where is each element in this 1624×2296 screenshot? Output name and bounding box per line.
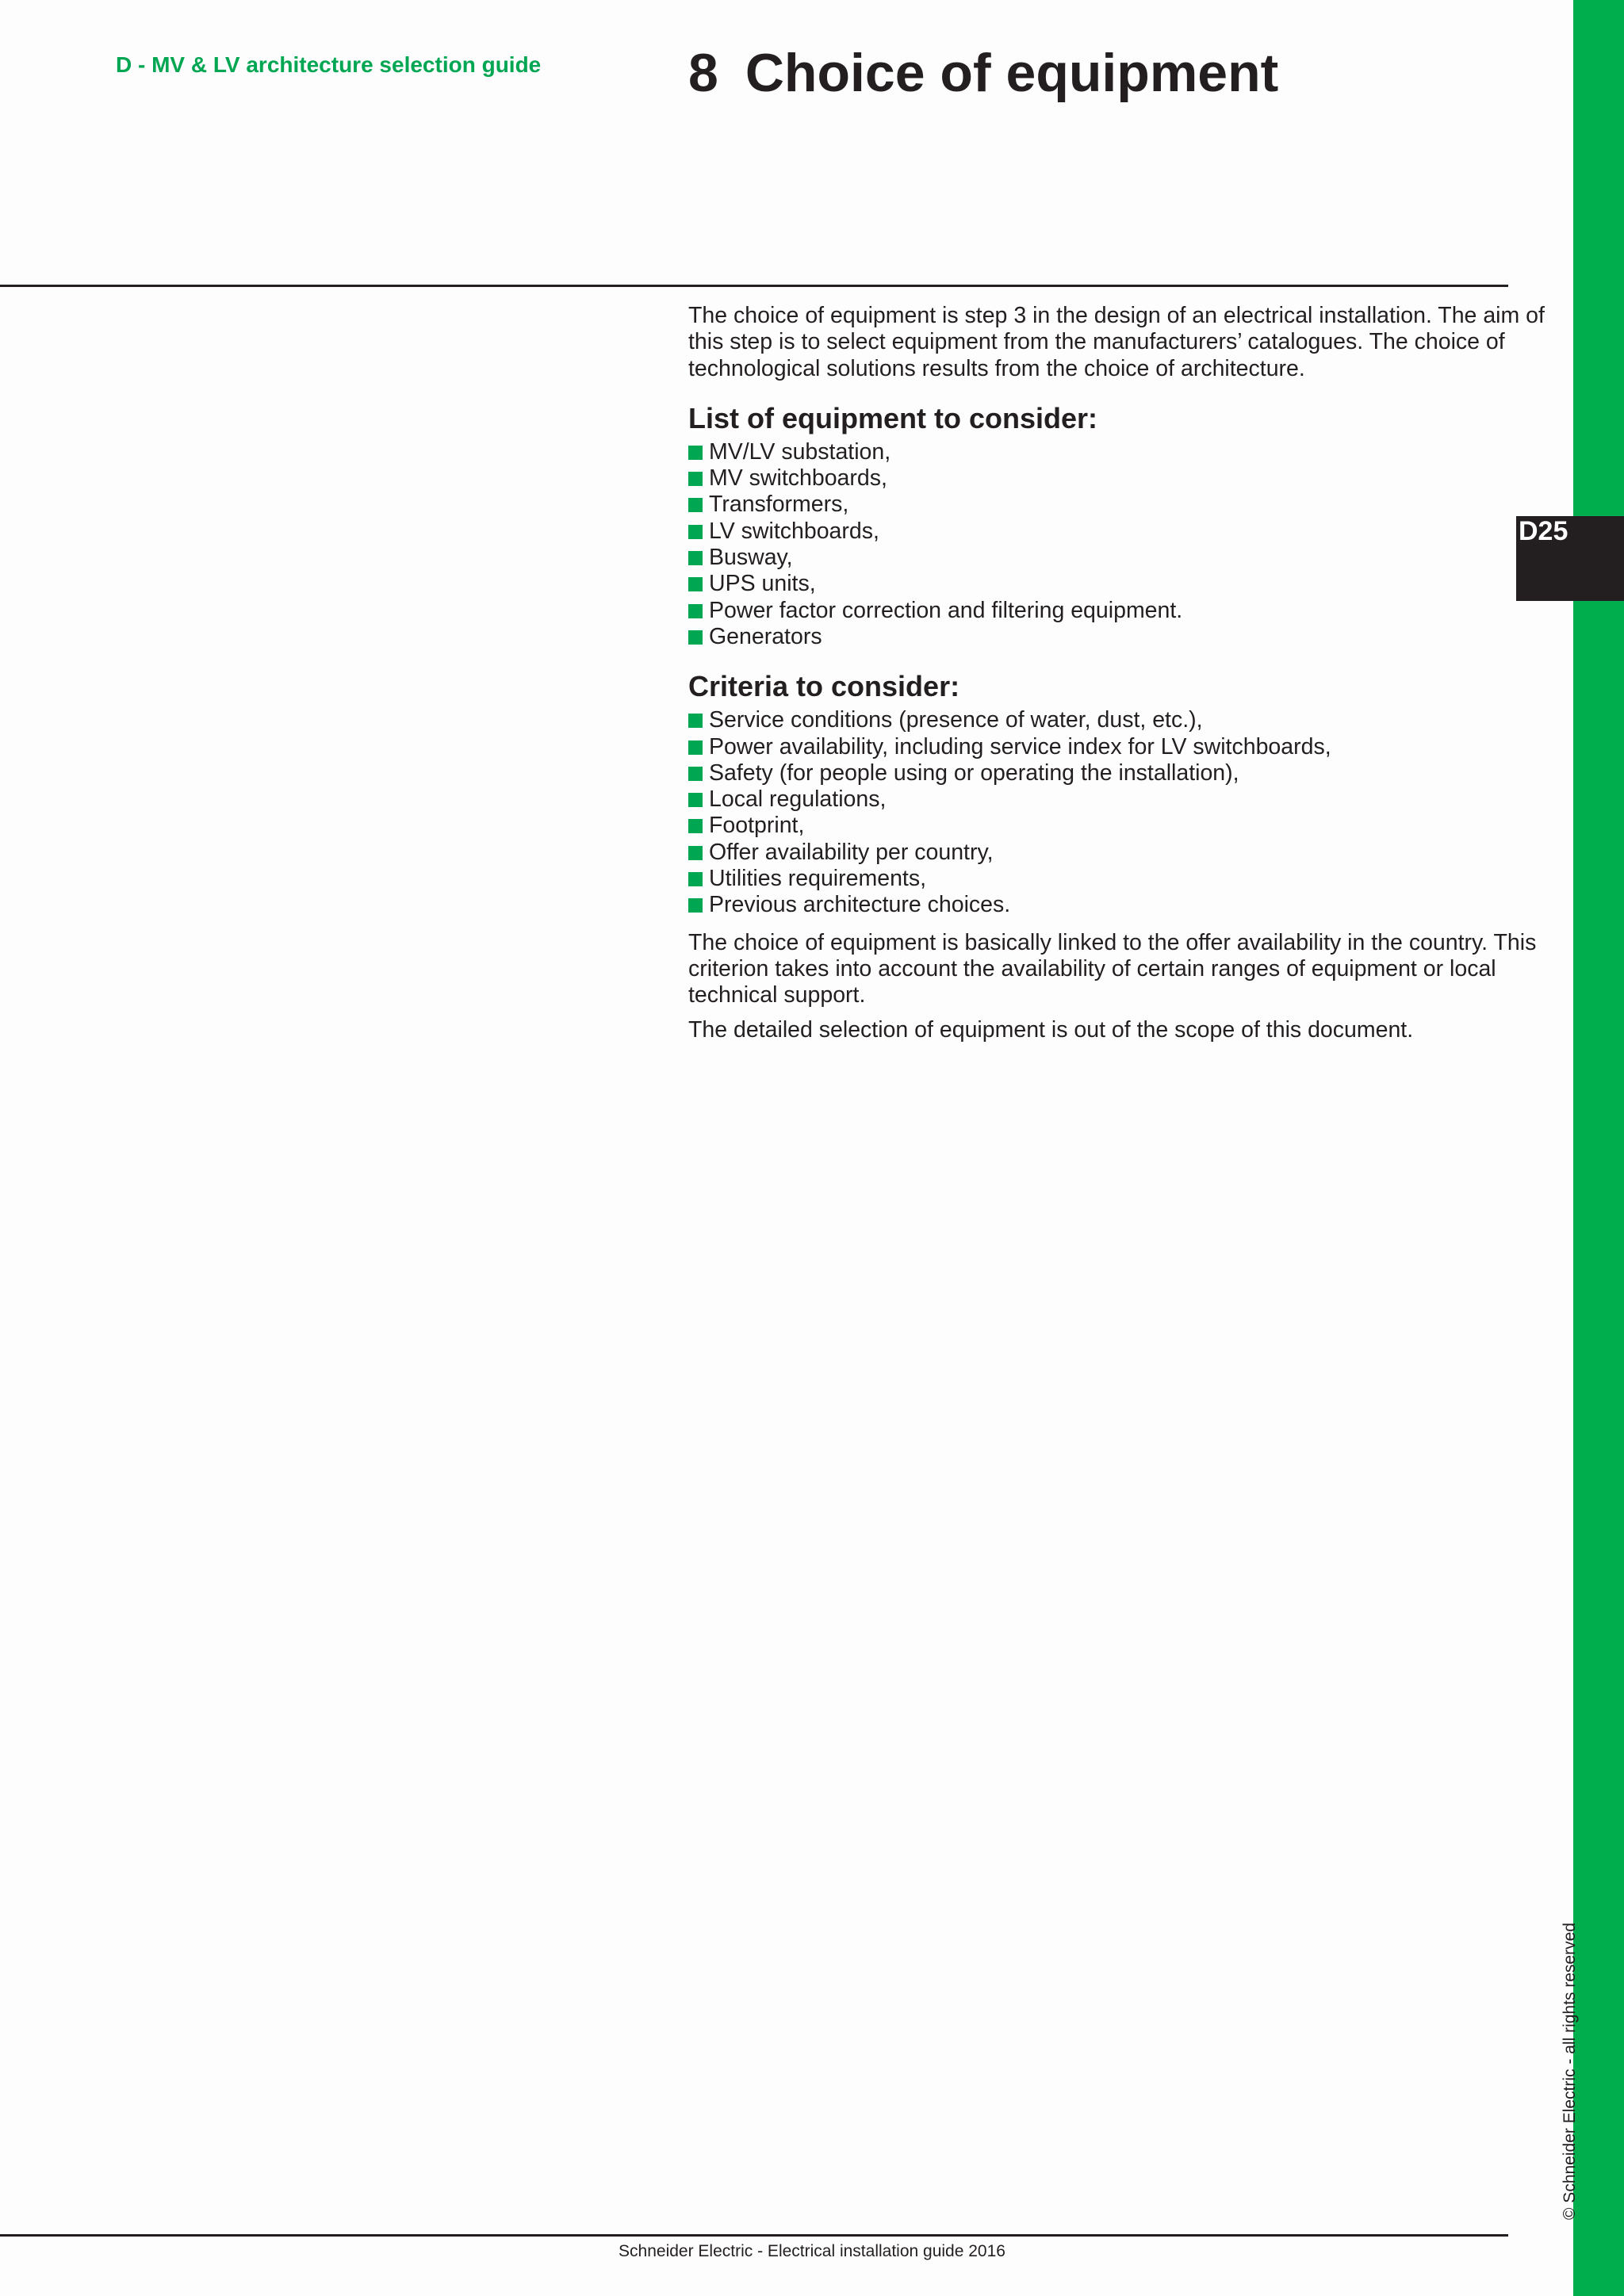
- main-content: [688, 303, 1553, 1051]
- list-item: MV switchboards,: [688, 465, 1553, 492]
- footer-text: Schneider Electric - Electrical installation guide 2016: [619, 2242, 1005, 2260]
- footer-divider: [0, 2234, 1508, 2237]
- equipment-heading: List of equipment to consider:: [688, 401, 1098, 434]
- square-bullet-icon: [688, 819, 703, 833]
- square-bullet-icon: [688, 472, 703, 486]
- closing-paragraph: The choice of equipment is basically linked to the offer availability in the country. This criterion takes into account the availability of certain ranges of equipment or local technical support.: [688, 929, 1537, 1008]
- page-number: D25: [1519, 516, 1568, 546]
- list-item: Utilities requirements,: [688, 866, 1553, 892]
- list-item: Local regulations,: [688, 786, 1553, 813]
- chapter-number: 8: [688, 43, 718, 103]
- square-bullet-icon: [688, 577, 703, 591]
- list-item: MV/LV substation,: [688, 439, 1553, 465]
- square-bullet-icon: [688, 525, 703, 539]
- list-item: Service conditions (presence of water, dust, etc.),: [688, 707, 1553, 733]
- list-item: Generators: [688, 624, 1553, 650]
- square-bullet-icon: [688, 846, 703, 860]
- list-item: LV switchboards,: [688, 519, 1553, 545]
- closing-paragraph: The detailed selection of equipment is out of the scope of this document.: [688, 1016, 1414, 1043]
- list-item: Previous architecture choices.: [688, 892, 1553, 918]
- chapter-title-text: Choice of equipment: [745, 43, 1279, 103]
- square-bullet-icon: [688, 446, 703, 460]
- section-label: D - MV & LV architecture selection guide: [116, 52, 542, 77]
- equipment-list: [688, 439, 1553, 650]
- square-bullet-icon: [688, 551, 703, 565]
- list-item: UPS units,: [688, 571, 1553, 597]
- header-divider: [0, 285, 1508, 287]
- square-bullet-icon: [688, 740, 703, 755]
- square-bullet-icon: [688, 630, 703, 645]
- criteria-heading: Criteria to consider:: [688, 670, 960, 703]
- list-item: Busway,: [688, 545, 1553, 571]
- square-bullet-icon: [688, 498, 703, 512]
- square-bullet-icon: [688, 604, 703, 618]
- square-bullet-icon: [688, 793, 703, 807]
- criteria-list: [688, 707, 1553, 918]
- list-item: Footprint,: [688, 813, 1553, 839]
- chapter-title: [688, 43, 1279, 103]
- square-bullet-icon: [688, 898, 703, 913]
- intro-paragraph: The choice of equipment is step 3 in the design of an electrical installation. The aim of this step is to select equipment from the manufacturers’ catalogues. The choice of technological solutions results from the choice of architecture.: [688, 303, 1545, 381]
- page-number-tab: [1516, 516, 1624, 601]
- square-bullet-icon: [688, 767, 703, 781]
- list-item: Power factor correction and filtering equipment.: [688, 598, 1553, 624]
- list-item: Power availability, including service index for LV switchboards,: [688, 734, 1553, 760]
- list-item: Transformers,: [688, 492, 1553, 518]
- square-bullet-icon: [688, 714, 703, 728]
- square-bullet-icon: [688, 872, 703, 886]
- list-item: Safety (for people using or operating the installation),: [688, 760, 1553, 786]
- copyright-notice: © Schneider Electric - all rights reserved: [1561, 1923, 1579, 2220]
- side-accent-bar: [1573, 0, 1624, 2296]
- list-item: Offer availability per country,: [688, 840, 1553, 866]
